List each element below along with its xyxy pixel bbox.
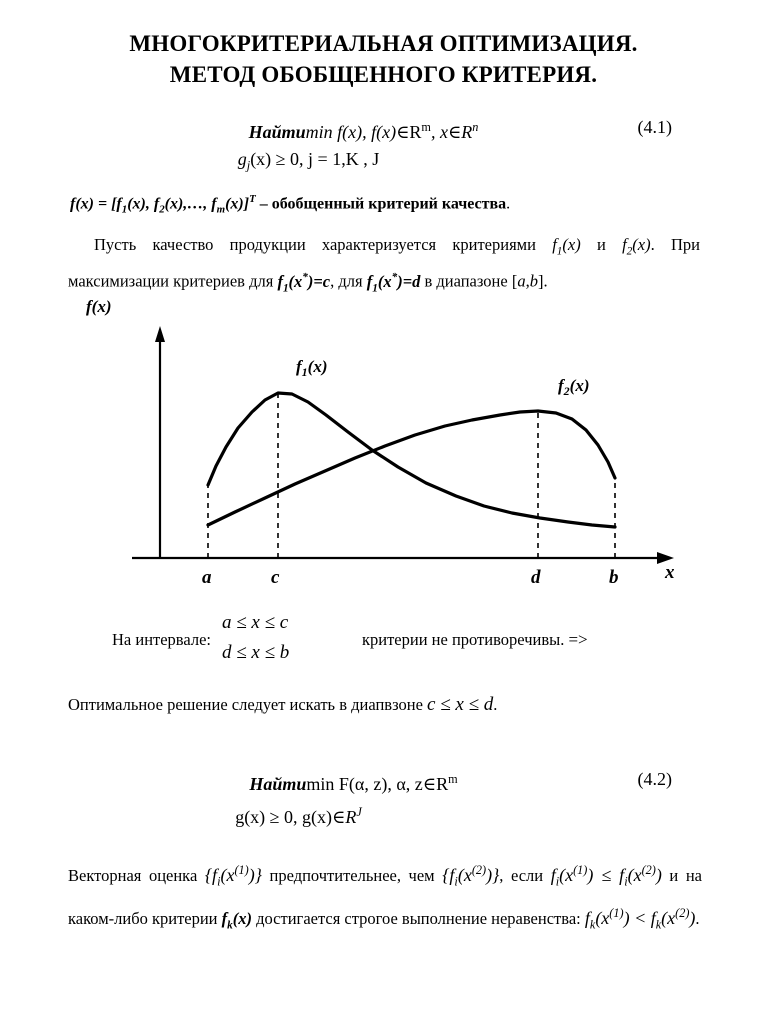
definition-sub-1: 1 <box>121 203 128 216</box>
pq-range-b: b <box>529 271 538 291</box>
optimal-solution-period: . <box>493 695 498 714</box>
x-axis <box>132 552 674 564</box>
formula-4-1-line-1 <box>0 114 767 146</box>
definition-text: обобщенный критерий качества <box>271 195 507 213</box>
interval-conclusion <box>362 630 588 650</box>
formula-4-1-member-1: ∈ <box>396 122 410 142</box>
pq-text-4: в диапазоне [ <box>420 271 518 291</box>
formula-4-2-find-label: Найти <box>249 774 307 794</box>
formula-4-1-g: g <box>237 149 247 169</box>
chart-x-axis-label: x <box>665 562 675 583</box>
optimal-solution-range: c ≤ x ≤ d <box>427 694 494 715</box>
formula-4-1-exp-n: n <box>472 120 479 134</box>
pv-lt-symbol: < <box>629 907 651 928</box>
pq-and: и <box>580 235 623 254</box>
pq-text-1: Пусть качество продукции характеризуется критериями <box>94 235 553 254</box>
interval-inequalities <box>222 608 289 668</box>
pq-range-comma: , <box>525 271 530 291</box>
optimal-solution-text: Оптимальное решение следует искать в диапвзоне <box>68 695 428 714</box>
optimal-solution-statement <box>68 694 497 716</box>
formula-4-2-number: (4.2) <box>637 769 672 789</box>
formula-4-1-constraint: (x) ≥ 0, j = 1,K , J <box>250 149 380 169</box>
pv-set-1: $\{f_i(x^{(1)})\}$ <box>204 863 262 889</box>
formula-4-1-set-rm: R <box>409 122 422 142</box>
formula-4-2-body-1: min F(α, z), α, z <box>306 774 423 794</box>
paragraph-vector-estimate <box>68 855 702 941</box>
definition-dash: – <box>255 195 272 213</box>
chart-y-axis-label: f(x) <box>86 297 112 316</box>
formula-4-2-constraint: g(x) ≥ 0, g(x) <box>235 807 333 827</box>
formula-4-2 <box>0 765 767 831</box>
formula-4-2-line-1 <box>0 765 767 798</box>
formula-4-2-member-2: ∈ <box>332 807 346 827</box>
pq-f2: $f_2(x)$ <box>622 235 651 258</box>
pv-le-symbol: ≤ <box>593 865 620 885</box>
curve-label-f2: $f_2(x)$ <box>558 376 590 398</box>
pv-ineq-rhs: $f_i(x^{(2)})$ <box>619 863 662 889</box>
y-axis <box>155 326 165 558</box>
definition-sub-2: 2 <box>159 203 165 216</box>
formula-4-1-body-1: min f(x), f(x) <box>305 122 397 142</box>
chart-tick-label-b: b <box>609 567 619 588</box>
pv-text-6: . <box>695 908 700 928</box>
curve-label-f1: $f_1(x)$ <box>296 357 328 379</box>
formula-4-1 <box>0 114 767 180</box>
chart-svg <box>60 290 720 590</box>
formula-4-1-set-rn: R <box>461 122 473 142</box>
formula-4-1-find-label: Найти <box>248 122 306 142</box>
definition-period: . <box>506 195 511 213</box>
definition-sub-3: m <box>216 203 226 216</box>
formula-4-1-g-sub: j <box>246 158 251 173</box>
chart-tick-label-a: a <box>202 567 212 588</box>
criteria-chart <box>60 290 720 590</box>
pv-text-1: Векторная оценка <box>68 866 205 885</box>
pv-text-5: достигается строгое выполнение неравенства: <box>252 908 585 928</box>
pq-math-1: $f_1(x^*)=c$ <box>277 271 331 295</box>
pq-math-2: $f_1(x^*)=d$ <box>366 271 421 295</box>
curve-f2 <box>208 411 615 525</box>
pv-set-2: $\{f_i(x^{(2)})\}$ <box>442 863 500 889</box>
formula-4-1-number: (4.1) <box>637 117 672 137</box>
pv-text-2: предпочтительнее, чем <box>261 866 443 885</box>
implies-arrow-icon: => <box>568 630 588 649</box>
definition-mid-1: (x), f <box>127 195 160 213</box>
formula-4-2-set-r: R <box>345 807 357 827</box>
formula-4-2-line-2 <box>0 798 767 831</box>
formula-4-2-set-rm: R <box>436 774 449 794</box>
formula-4-1-member-2: ∈ <box>447 122 462 142</box>
chart-tick-label-d: d <box>531 567 541 588</box>
page-title-line-1: МНОГОКРИТЕРИАЛЬНАЯ ОПТИМИЗАЦИЯ. <box>129 31 638 56</box>
pv-ineq-lhs: $f_i(x^{(1)})$ <box>550 863 594 889</box>
formula-4-1-body-2: , x <box>430 122 448 142</box>
page-title <box>0 28 767 90</box>
definition-lhs: f(x) = [f <box>70 195 122 213</box>
definition-mid-3: (x)] <box>225 195 250 213</box>
definition-transpose: T <box>249 193 256 205</box>
pq-text-5: ]. <box>537 271 548 291</box>
formula-4-1-line-2 <box>0 146 767 180</box>
pq-text-3: , для <box>330 271 367 291</box>
pq-f1: $f_1(x)$ <box>552 235 581 258</box>
formula-4-2-exp-m: m <box>448 772 458 786</box>
page-title-line-2: МЕТОД ОБОБЩЕННОГО КРИТЕРИЯ. <box>169 62 598 87</box>
interval-conclusion-text: критерии не противоречивы. <box>362 630 565 649</box>
interval-inequality-1: a ≤ x ≤ c <box>222 612 289 633</box>
pq-text-2: . При максимизации критериев для <box>68 235 700 291</box>
pv-text-4: и на каком-либо критерии <box>68 866 702 928</box>
pv-fk: $f_k(x)$ <box>221 908 252 931</box>
formula-4-2-member: ∈ <box>422 774 437 794</box>
interval-inequality-2: d ≤ x ≤ b <box>222 642 290 663</box>
definition-mid-2: (x),…, f <box>164 195 217 213</box>
interval-lead-label: На интервале: <box>112 630 211 649</box>
chart-tick-label-c: c <box>271 567 280 588</box>
generalized-criterion-definition <box>70 188 510 221</box>
pv-strict-lhs: $f_k(x^{(1)})$ <box>584 905 630 932</box>
pv-strict-rhs: $f_k(x^{(2)})$ <box>650 905 696 932</box>
pq-range-a: a <box>517 271 526 291</box>
pv-text-3: , если <box>499 866 551 885</box>
formula-4-2-exp-j: J <box>356 805 362 819</box>
formula-4-1-exp-m: m <box>421 120 431 134</box>
